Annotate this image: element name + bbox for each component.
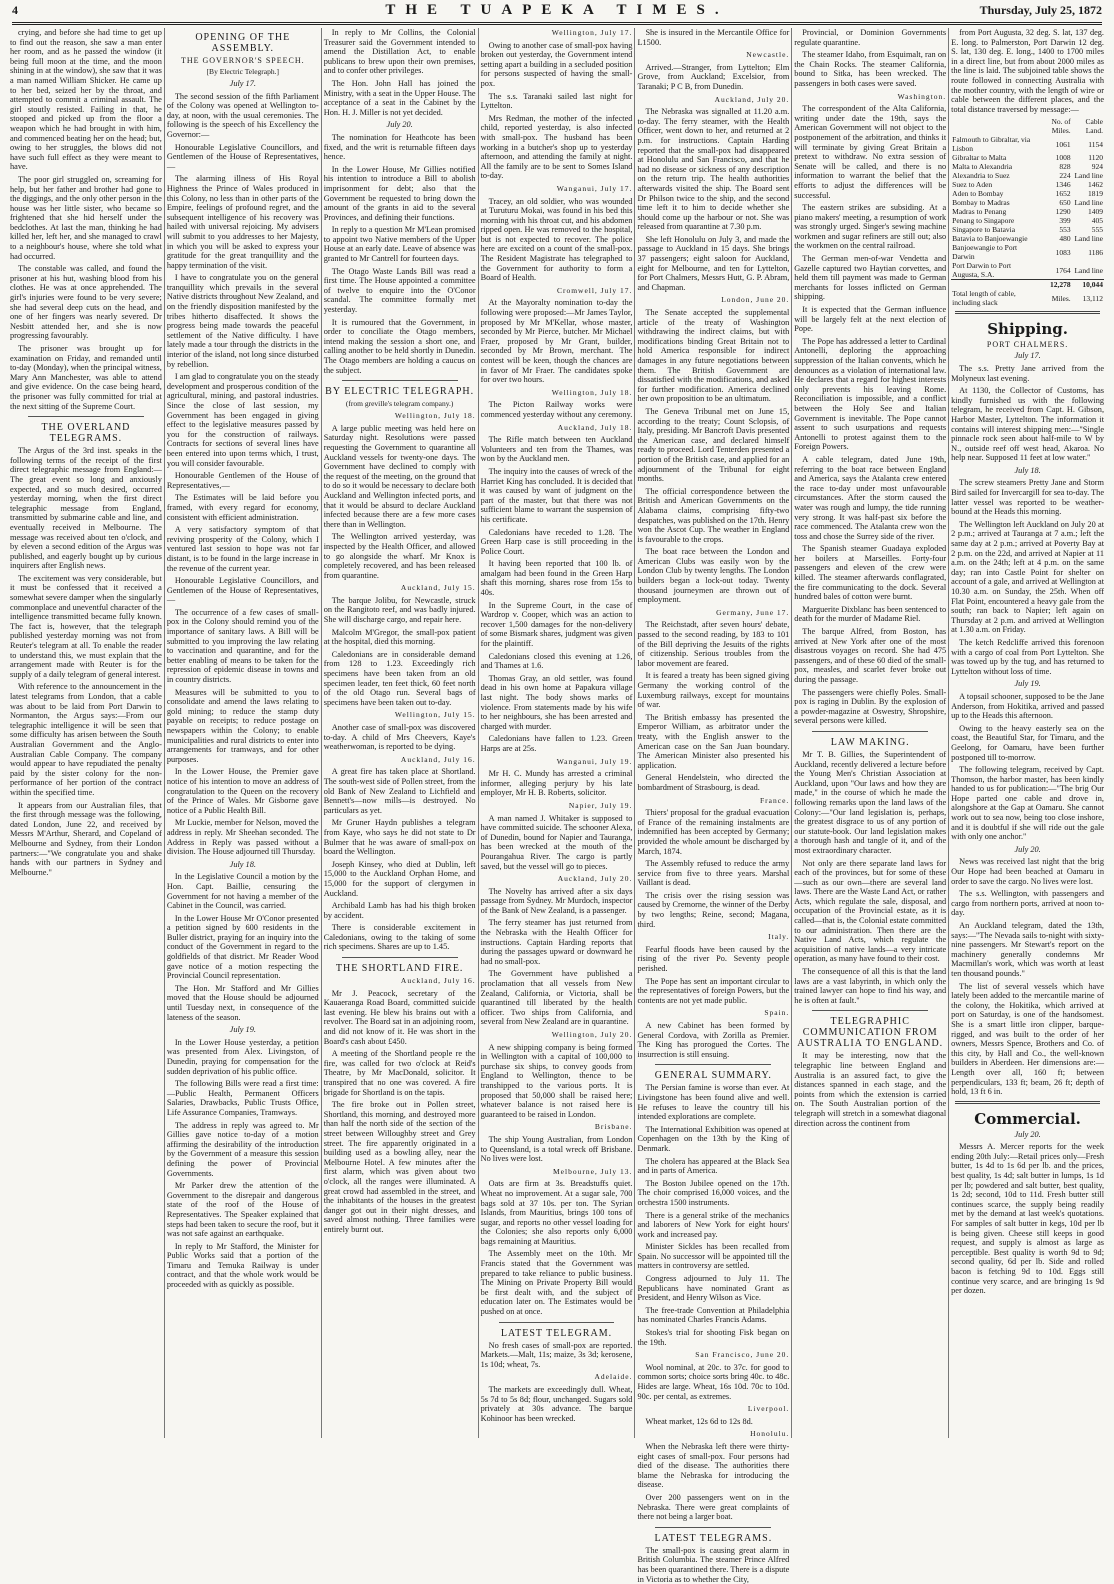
- article-paragraph: The Hon. John Hall has joined the Ministry, with a seat in the Upper House. The acceptance of a seat in the Cabinet by the Hon. H. J. Miller is not yet decided.: [323, 78, 476, 117]
- address-line: Honourable Legislative Councillors, and Gentlemen of the House of Representatives,—: [166, 142, 319, 171]
- article-paragraph: The s.s. Wellington, with passengers and cargo from northern ports, arrived at noon to-day.: [951, 889, 1105, 918]
- article-paragraph: Over 200 passengers went on in the Nebraska. There were great complaints of there not being a larger boat.: [637, 1492, 790, 1522]
- table-header-cell: No. of Miles.: [1051, 117, 1071, 136]
- page-columns: [8, 28, 1106, 1584]
- article-paragraph: The screw steamers Pretty Jane and Storm Bird sailed for Invercargill for sea to-day. The latter vessel was reported to be weather-bound at the Heads this morning.: [951, 478, 1105, 517]
- article-paragraph: The Argus of the 3rd inst. speaks in the following terms of the receipt of the first direct telegraphic message from England:—The great event so long and anxiously expected, and so much desired, occurred yesterday morning, when the first direct telegraphic message from England, transmitted by submarine cable and line, and eventually received in Melbourne. The message was received about ten o'clock, and by eleven a second edition of the Argus was published, and eagerly bought up by curious inquirers after English news.: [10, 446, 162, 571]
- table-cell: 13,112: [1082, 293, 1104, 303]
- article-paragraph: Tracey, an old soldier, who was wounded at Turuturu Mokai, was found in his bed this morning with his throat cut, and his abdomen ripped open. He was removed to the hospital, but is not expected to recover. The police here are excited on a count of the small-pox. The Resident Magistrate has telegraphed to the Government for authority to form a Board of Health.: [480, 196, 633, 283]
- mileage-cell: 1008: [1055, 153, 1071, 163]
- mileage-cell: 1120: [1088, 153, 1104, 163]
- article-paragraph: In the Lower House, Mr Gillies notified his intention to introduce a Bill to abolish imprisonment for debt; also that the Government be requested to bring down the amount of the grants in aid to the several Provinces, and defining their functions.: [323, 164, 476, 222]
- mileage-cell: 224: [1059, 171, 1071, 181]
- article-paragraph: It is expected that the German influence will be largely felt at the next election of Pope.: [794, 305, 947, 334]
- column-divider: [342, 957, 458, 958]
- article-paragraph: The Hon. Mr Stafford and Mr Gillies moved that the House should be adjourned until Tuesday next, in consequence of the lateness of the season.: [166, 983, 319, 1022]
- dateline: July 17.: [1014, 351, 1041, 361]
- mileage-cell: 1652: [1055, 189, 1071, 199]
- table-row: [951, 135, 1104, 153]
- place-dateline: Italy.: [768, 932, 790, 942]
- masthead: [12, 0, 1102, 23]
- article-paragraph: Mr J. Peacock, secretary of the Kauaeranga Road Board, committed suicide last evening. He blew his brains out with a revolver. The Board sat in an adjoining room, and did not know of it. He was short in the Board's cash about £450.: [323, 988, 476, 1046]
- column-divider: [28, 416, 144, 417]
- article-paragraph: The Nebraska was signalled at 11.20 a.m. to-day. The ferry steamer, with the Health Officer, went down to her, and returned at 2 p.m. for instructions. Captain Harding reported that the small-pox had disappeared at Honolulu and San Francisco, and that he had no disease or sickness of any description on the return trip. The health authorities afterwards visited the ship. The Board sent Dr Philson twice to the ship, and the second time left it to him to decide whether she should come up the harbour or not. She was released from quarantine at 7.30 p.m.: [637, 107, 790, 232]
- mileage-cell: 1083: [1055, 247, 1071, 257]
- article-paragraph: It having been reported that 100 lb. of amalgam had been found in the Green Harp shaft this morning, shares rose from 15s to 40s.: [480, 559, 633, 598]
- masthead-rule: [12, 24, 1102, 25]
- column-divider: [812, 731, 928, 732]
- article-paragraph: The fire broke out in Pollen street, Shortland, this morning, and destroyed more than half the north side of the section of the street between Willoughby street and Grey street. The fire apparently originated in a building used as a bowling alley, near the Melbourne Hotel. A few minutes after the first alarm, which was given about two o'clock, all the ranges were illuminated. A great crowd had assembled in the street, and the inhabitants of the houses in the greatest danger got out in their night dresses, and saved almost nothing. Three families were entirely burnt out.: [323, 1100, 476, 1234]
- route-segment-cell: Madras to Penang: [952, 207, 1007, 217]
- article-paragraph: There is considerable excitement in Caledonians, owing to the taking of some rich specimens. Shares are up to 1.45.: [323, 923, 476, 952]
- table-row: [951, 225, 1104, 234]
- place-dateline: Auckland, July 16.: [400, 754, 476, 764]
- table-row: [951, 171, 1104, 180]
- route-segment-cell: Bombay to Madras: [952, 198, 1010, 208]
- place-dateline: France.: [760, 795, 790, 805]
- table-summary-row: [951, 289, 1104, 307]
- place-dateline: Wellington, July 18.: [551, 387, 633, 397]
- article-paragraph: The excitement was very considerable, but it must be confessed that it received a somewhat severe damper when the singularly commonplace and uneventful character of the intelligence transmitted became fully known. The fact is, however, that the telegraph published yesterday morning was not from Reuter's telegram at all. To enable the reader to understand this, we must explain that the arrangement made with Reuter is for the supply of a daily telegram of general interest.: [10, 573, 162, 679]
- route-segment-cell: Falmouth to Gibraltar, via Lisbon: [952, 135, 1031, 154]
- article-paragraph: The ketch Redcliffe arrived this forenoon with a cargo of coal from Port Lyttelton. She was towed up by the tug, and has returned to Lyttelton without loss of time.: [951, 637, 1105, 676]
- article-paragraph: With reference to the announcement in the latest telegrams from London, that a cable was about to be laid from Port Darwin to Normanton, the Argus says:—From our telegraphic intelligence it will be seen that some difficulty has arisen between the South Australian Government and the Anglo-Australian Cable Company. The company would appear to have repudiated the penalty paid by the sister colony for the non-performance of her portion of the contract within the specified time.: [10, 682, 162, 797]
- article-paragraph: Provincial, or Dominion Governments regulate quarantine.: [794, 28, 947, 47]
- dateline: July 18.: [229, 859, 256, 869]
- article-paragraph: In reply to Mr Stafford, the Minister for Public Works said that a portion of the Timaru and Temuka Railway is under contract, and that the whole work would be proceeded with as quickly as possible.: [166, 1241, 319, 1290]
- article-paragraph: The small-pox is causing great alarm in British Columbia. The steamer Prince Alfred has been quarantined there. There is a dispute in Victoria as to whether the City,: [637, 1545, 790, 1584]
- place-dateline: Melbourne, July 13.: [553, 1166, 633, 1176]
- mileage-cell: Land line: [1074, 171, 1104, 181]
- place-dateline: Liverpool.: [747, 1404, 790, 1414]
- article-paragraph: The steamer Idaho, from Esquimalt, ran on the Chain Rocks. The steamer California, bound to Sitka, has been wrecked. The passengers in both cases were saved.: [794, 50, 947, 88]
- table-row: [951, 180, 1104, 189]
- cable-table-body: [951, 135, 1104, 280]
- article-paragraph: The Pope has addressed a letter to Cardinal Antonelli, deploring the approaching suppression of the Italian convents, which he denounces as a violation of international law. He declares that a regard for highest interests only prevents his leaving Rome. Reconciliation is impossible, and a conflict between the Holy See and Italian Government is inevitable. The Pope cannot assent to such usurpations and requests Antonelli to protest against them to the Foreign Powers.: [794, 336, 947, 452]
- mileage-cell: 1346: [1055, 180, 1071, 190]
- article-paragraph: A great fire has taken place at Shortland. The south-west side of Pollen street, from the old Bank of New Zealand to Lichfield and Bennett's—now mills—is destroyed. No particulars as yet.: [323, 767, 476, 815]
- section-heading-shipping: Shipping.: [987, 320, 1068, 339]
- article-paragraph: The consequence of all this is that the land laws are a vast labyrinth, in which only the trained lawyer can hope to find his way, and he is often at fault.": [794, 967, 947, 1005]
- article-paragraph: A topsail schooner, supposed to be the Jane Anderson, from Hokitika, arrived and passed up to the Heads this afternoon.: [951, 691, 1105, 721]
- place-dateline: Brisbane.: [594, 1122, 633, 1132]
- mileage-cell: 650: [1059, 198, 1071, 208]
- article-paragraph: The British embassy has presented the Emperor William, as arbitrator under the treaty, with the English answer to the American case on the San Juan boundary. The American Minister also presented his application.: [637, 712, 790, 770]
- article-paragraph: crying, and before she had time to get up to find out the reason, she saw a man enter her room, and as he passed the window (it being full moon at the time, and the moon shining in at the window), she saw that it was a man named William Shicker. He came up to her bed, seized her by the throat, and attempted to commit a criminal assault. The girl stoutly resisted. Failing in that, he stooped and picked up from the floor a weapon which he had brought in with him, and commenced beating her on the head; but, owing to her struggles, the blows did not have such full effect as they were meant to have.: [10, 28, 162, 172]
- article-paragraph: A man named J. Whitaker is supposed to have committed suicide. The schooner Alexa, of Dunedin, bound for Napier and Tauranga, has been wrecked at the mouth of the Pourangahua River. The cargo is partly saved, but the vessel will go to pieces.: [480, 813, 633, 871]
- column-divider: [499, 1322, 615, 1323]
- route-segment-cell: Batavia to Banjoewangie: [952, 234, 1028, 244]
- mileage-cell: 1462: [1088, 180, 1104, 190]
- article-paragraph: The markets are exceedingly dull. Wheat, 5s 7d to 5s 8d; flour, unchanged. Sugars sold privately at 30s advance. The barque Kohinoor has been wrecked.: [480, 1385, 633, 1423]
- route-segment-cell: Alexandria to Suez: [952, 171, 1010, 181]
- subheading-port-chalmers: PORT CHALMERS.: [986, 340, 1069, 350]
- place-dateline: Newcastle.: [746, 50, 790, 60]
- article-paragraph: In reply to Mr Collins, the Colonial Treasurer said the Government intended to amend the Distillation Act, to enable publicans to brew upon their own premises, and to confer other privileges.: [323, 28, 476, 76]
- article-paragraph: Minister Sickles has been recalled from Spain. No successor will be appointed till the matters in controversy are settled.: [637, 1242, 790, 1271]
- mileage-cell: 1409: [1088, 207, 1104, 217]
- column-5: [635, 28, 792, 1584]
- article-paragraph: In the Legislative Council a motion by the Hon. Capt. Baillie, censuring the Government for not having a member of the Cabinet in the Council, was carried.: [166, 872, 319, 911]
- mileage-cell: Land line: [1074, 234, 1104, 244]
- article-paragraph: Mr Luckie, member for Nelson, moved the address in reply. Mr Sheehan seconded. The Address in Reply was passed without a division. The House adjourned till Thursday.: [166, 818, 319, 857]
- article-paragraph: The Estimates will be laid before you framed, with every regard for economy, consistent with efficient administration.: [166, 493, 319, 522]
- place-dateline: Spain.: [764, 1008, 790, 1018]
- section-rule: [955, 311, 1100, 314]
- article-paragraph: Mr H. C. Mundy has arrested a criminal informer, alleging perjury by his late employer, Mr H. B. Roberts, solicitor.: [480, 769, 633, 798]
- article-paragraph: Owing to another case of small-pox having broken out yesterday, the Government intend setting apart a building in a secluded position for persons suspected of having the small-pox.: [480, 40, 633, 88]
- table-row: [951, 162, 1104, 171]
- article-paragraph: It appears from our Australian files, that the first through message was the following, dated London, June 22, and received by Messrs M'Arthur, Sherard, and Copeland of Melbourne and Sydney, from their London partners:—"We congratulate you and shake hands with our partners in Sydney and Melbourne.": [10, 800, 162, 877]
- article-paragraph: When the Nebraska left there were thirty-eight cases of small-pox. Four persons had died of the disease. The authorities there blame the Nebraska for introducing the disease.: [637, 1441, 790, 1490]
- article-paragraph: Arrived.—Stranger, from Lyttelton; Elm Grove, from Auckland; Excelsior, from Taranaki; P C B, from Dunedin.: [637, 62, 790, 91]
- issue-date: Thursday, July 25, 1872: [979, 3, 1102, 17]
- article-paragraph: Stokes's trial for shooting Fisk began on the 19th.: [637, 1328, 790, 1347]
- dateline: July 18.: [1014, 465, 1041, 475]
- article-paragraph: It is feared a treaty has been signed giving Germany the working control of the Luxemburg railways, except for mountains of war.: [637, 671, 790, 710]
- article-paragraph: The boat race between the London and American Clubs was easily won by the London Club by twenty lengths. The London builders began a lock-out today. Twenty thousand journeymen are thrown out of employment.: [637, 547, 790, 605]
- article-paragraph: The Geneva Tribunal met on June 15, according to the treaty; Count Sclopsis, of Italy, presiding. Mr Bancroft Davis presented the American case, and declared himself ready to proceed. Lord Tenterden presented a portion of the British case, and applied for an adjournment of the Tribunal for eight months.: [637, 406, 790, 484]
- table-cell: Total length of cable, including slack: [952, 289, 1016, 308]
- table-cell: 10,044: [1072, 280, 1104, 290]
- place-dateline: Auckland, July 15.: [400, 583, 476, 593]
- article-paragraph: It may be interesting, now that the telegraphic line between England and Australia is an assured fact, to give the distances spanned in each stage, and the points from which the extension is carried on. The South Australian portion of the telegraph will stretch in a somewhat diagonal direction across the continent from: [794, 1051, 947, 1128]
- article-paragraph: The inquiry into the causes of wreck of the Harriet King has concluded. It is decided that it was caused by want of judgment on the part of the master, but that there was not sufficient blame to warrant the suspension of his certificate.: [480, 466, 633, 524]
- table-cell: 12,278: [1037, 280, 1071, 290]
- article-paragraph: A large public meeting was held here on Saturday night. Resolutions were passed requesting the Government to quarantine all Auckland vessels for twenty-one days. The Government have declined to comply with the request of the meeting, on the ground that to do so it would be necessary to declare both Auckland and Wellington infected ports, and that it would be absurd to declare Auckland infected because there are a few more cases there than in Wellington.: [323, 423, 476, 529]
- article-paragraph: At 1130, the Collector of Customs, has kindly furnished us with the following telegram, he received from Capt. H. Gibson, Harbor Master, Lyttelton. The information it contains will interest shipping men:—"Single pinnacle rock seen about half-mile to W by N., outside reef off west head, Akaroa. No help near. Supposed 11 feet at low water.": [951, 386, 1105, 463]
- place-dateline: Napier, July 19.: [568, 800, 633, 810]
- section-heading-general-summary: GENERAL SUMMARY.: [654, 1070, 772, 1082]
- article-paragraph: The Spanish steamer Guadaya exploded her boilers at Marseilles. Forty-four passengers and eleven of the crew were killed. The steamer afterwards conflagrated, the fire communicating to the dock. Several hundred bales of cotton were burnt.: [794, 544, 947, 602]
- place-dateline: Wellington, July 17.: [551, 28, 633, 37]
- article-paragraph: In the Lower House Mr O'Conor presented a petition signed by 600 residents in the Buller district, praying for an inquiry into the conduct of the Government in regard to the goldfields of that district. Mr Reader Wood gave notice of a motion respecting the Provincial Council representation.: [166, 913, 319, 981]
- dateline: July 19.: [229, 1025, 256, 1035]
- article-paragraph: Fearful floods have been caused by the rising of the river Po. Seventy people perished.: [637, 944, 790, 974]
- dateline: July 20.: [1014, 1129, 1041, 1139]
- article-paragraph: The Wellington left Auckland on July 20 at 2 p.m.; arrived at Tauranga at 7 a.m.; left the same day at 2 p.m.; arrived at Poverty Bay at 2 p.m. on the 22d, and arrived at Napier at 11 a.m. on the 24th; left at 4 p.m. on the same day; ran into Castle Point for shelter on account of a gale, and arrived at Wellington at 10.30 a.m. on Sunday, the 25th. When off Flat Point, encountered a heavy gale from the south; ran back to Napier; left again on Thursday at 2 p.m. and arrived at Wellington at 1.30 a.m. on Friday.: [951, 519, 1105, 635]
- mileage-cell: 1290: [1055, 207, 1071, 217]
- route-segment-cell: Malta to Alexandria: [952, 162, 1013, 172]
- route-segment-cell: Singapore to Batavia: [952, 225, 1016, 235]
- table-row: [951, 261, 1104, 280]
- article-paragraph: I have to congratulate you on the general tranquillity which prevails in the several Native districts throughout New Zealand, and on the friendly disposition manifested by the tribes hitherto disaffected. It shows the progress being made towards the peaceful settlement of the Native difficulty. I have lately made a tour through the districts in the interior of the island, not long since disturbed by rebellion.: [166, 273, 319, 369]
- mileage-cell: 1764: [1055, 265, 1071, 275]
- table-header-cell: [951, 117, 1037, 135]
- route-segment-cell: Aden to Bombay: [952, 189, 1004, 199]
- table-row: [951, 216, 1104, 225]
- article-paragraph: from Port Augusta, 32 deg. S. lat, 137 deg. E. long. to Palmerston, Port Darwin 12 deg. S. lat, 130 deg. E. long., 1400 to 1700 miles in a direct line, but from about 2000 miles as the line is laid. The subjoined table shows the route followed in connecting Australia with the mother country, with the length of wire or cable between the different places, and the total distance traversed by message:—: [951, 28, 1105, 114]
- article-paragraph: A very satisfactory symptom of that reviving prosperity of the Colony, which I ventured last session to hope was not far distant, is to be found in the large increase in the revenue of the current year.: [166, 525, 319, 573]
- section-heading-assembly: OPENING OF THE ASSEMBLY.: [195, 32, 291, 54]
- article-paragraph: In the Lower House yesterday, a petition was presented from Alex. Livingston, of Dunedin, praying for compensation for the sudden deprivation of his public office.: [166, 1037, 319, 1076]
- cable-distance-table: [951, 117, 1104, 307]
- article-paragraph: The constable was called, and found the prisoner at his hut, washing blood from his clothes. He was at once apprehended. The girl's injuries were found to be very severe; she had several deep cuts on the head, and one of her fingers was nearly severed. Dr Nesbitt attended her, and she is now progressing favourably.: [10, 264, 162, 341]
- article-paragraph: She is insured in the Mercantile Office for L1500.: [637, 28, 790, 47]
- table-row: [951, 198, 1104, 207]
- place-dateline: Washington.: [897, 91, 947, 101]
- place-dateline: Auckland, July 18.: [557, 422, 633, 432]
- article-paragraph: Caledonians are in considerable demand from 128 to 1.23. Exceedingly rich specimens have been taken from an old specimen leader, ten feet thick, 60 feet north of the old Otago run. Several bags of specimens have been taken out to-day.: [323, 649, 476, 707]
- article-paragraph: The address in reply was agreed to. Mr Gillies gave notice to-day of a motion affirming the desirability of the introduction by the Government of a measure this session defining the power of Provincial Governments.: [166, 1120, 319, 1178]
- section-heading-shortland-fire: THE SHORTLAND FIRE.: [335, 963, 464, 975]
- article-paragraph: A cable telegram, dated June 19th, referring to the boat race between England and America, says the Atalanta crew entered the race to-day under most unfavourable circumstances. After the storm caused the water was rough and lumpy, the tide running very strong. It was half-past six before the race commenced. The Atalanta crew won the toss and chose the Surrey side of the river.: [794, 454, 947, 541]
- article-paragraph: Congress adjourned to July 11. The Republicans have nominated Grant as President, and Henry Wilson as Vice.: [637, 1274, 790, 1303]
- article-paragraph: The German men-of-war Vendetta and Gazelle captured two Haytian corvettes, and held them till payment was made to German merchants for losses inflicted on German shipping.: [794, 254, 947, 302]
- article-paragraph: I am glad to congratulate you on the steady development and prosperous condition of the agricultural, mining, and pastoral industries. Since the close of last session, my Government has been engaged in giving effect to the legislative measures passed by you for the construction of railways. Contracts for sections of several lines have been entered into upon terms which, I trust, you will consider favourable.: [166, 372, 319, 468]
- byline: [By Electric Telegraph.]: [206, 67, 279, 76]
- article-paragraph: An Auckland telegram, dated the 13th, says:—"The Nevada sails to-night with sixty-nine passengers. Mr Stewart's report on the machinery generally condemns Mr Macmillan's work, which was worth at least ten thousand pounds.": [951, 921, 1105, 978]
- article-paragraph: The occurrence of a few cases of small-pox in the Colony should remind you of the importance of sanitary laws. A Bill will be submitted to you improving the law relating to vaccination and quarantine, and for the better enabling of means to be taken for the repression of epidemic disease in towns and in country districts.: [166, 607, 319, 685]
- section-rule: [955, 1101, 1100, 1104]
- route-segment-cell: Gibraltar to Malta: [952, 153, 1007, 163]
- column-divider: [812, 1010, 928, 1011]
- column-divider: [655, 1527, 771, 1528]
- article-paragraph: Mr Gruner Haydn publishes a telegram from Kaye, who says he did not state to Dr Bulmer that he was aware of small-pox on board the Wellington.: [323, 818, 476, 857]
- article-paragraph: The list of several vessels which have lately been added to the mercantile marine of the colony, the Hokitika, which arrived at port on Saturday, is one of the handsomest. She is a smart little iron clipper, barque-rigged, and was built to the order of her owners, Messrs Spence, Brothers and Co. of this city, by Hall and Co., the well-known builders in Aberdeen. Her dimensions are:—Length over all, 160 ft; between perpendiculars, 133 ft; beam, 26 ft; depth of hold, 13 ft 6 in.: [951, 981, 1105, 1097]
- table-row: [951, 153, 1104, 162]
- mileage-cell: 555: [1091, 225, 1104, 235]
- article-paragraph: It is rumoured that the Government, in order to conciliate the Otago members, intend making the session a short one, and calling another to be held shortly in Dunedin. The Otago members are holding a caucus on the subject.: [323, 317, 476, 375]
- table-header-row: [951, 117, 1104, 135]
- mileage-cell: 828: [1059, 162, 1071, 172]
- article-paragraph: Another case of small-pox was discovered to-day. A child of Mrs Cheevers, Kaye's weatherwoman, is reported to be dying.: [323, 723, 476, 752]
- article-paragraph: Wool nominal, at 20c. to 37c. for good to common sorts; choice sorts bring 40c. to 48c. Hides are large. Wheat, 16s 10d. 70c to 10d. 90c. per cental, as extremes.: [637, 1362, 790, 1401]
- article-paragraph: Measures will be submitted to you to consolidate and amend the laws relating to gold mining; to reduce the stamp duty payable on receipts; to reduce postage on newspapers within the Colony; to enable municipalities and rural districts to enter into arrangements for tramways, and for other purposes.: [166, 687, 319, 764]
- section-heading-telegraphic-communication: TELEGRAPHIC COMMUNICATION FROM AUSTRALIA TO ENGLAND.: [797, 1016, 944, 1050]
- table-cell: Miles.: [1051, 293, 1071, 303]
- article-paragraph: The Senate accepted the supplemental article of the treaty of Washington withdrawing the indirect claims, but with modifications binding Great Britain not to hold America responsible for indirect damages in any future negotiations between them. The British Government are dissatisfied with the modifications, and asked for further modification. America declined her own proposition to be an ultimatum.: [637, 308, 790, 404]
- mileage-cell: 1061: [1055, 139, 1071, 149]
- article-paragraph: The prisoner was brought up for examination on Friday, and remanded until to-day (Monday), when the principal witness, Mary Ann Manchester, was able to attend and give evidence. On the case being heard, the prisoner was fully committed for trial at the next sitting of the Supreme Court.: [10, 344, 162, 411]
- mileage-cell: 1154: [1088, 139, 1104, 149]
- article-paragraph: The eastern strikes are subsiding. At a piano makers' meeting, a resumption of work was strongly urged. Singer's sewing machine workmen and sugar refiners are still out; also the workmen on the central railroad.: [794, 203, 947, 251]
- article-paragraph: The s.s. Pretty Jane arrived from the Molyneux last evening.: [951, 363, 1105, 383]
- place-dateline: Germany, June 17.: [716, 607, 790, 617]
- article-paragraph: Caledonians have receded to 1.28. The Green Harp case is still proceeding in the Police Court.: [480, 527, 633, 556]
- article-paragraph: The Government have published a proclamation that all vessels from New Zealand, California, or Victoria, shall be quarantined till liberated by the health officer. Two ships from California, and several from New Zealand are in quarantine.: [480, 969, 633, 1027]
- place-dateline: Wanganui, July 17.: [556, 183, 633, 193]
- column-divider: [342, 380, 458, 381]
- address-line: Honourable Gentlemen of the House of Representatives,—: [166, 471, 319, 490]
- article-paragraph: Mr T. B. Gillies, the Superintendent of Auckland, recently delivered a lecture before the Young Men's Christian Association at Auckland, upon "Our laws and how they are made," in the course of which he made the following remarks upon the land laws of the Colony:—"Our land legislation is, perhaps, the greatest disgrace to us of any portion of our statute-book. Our land legislation makes a thorough hash and tangle of it, and of the most extraordinary character.: [794, 749, 947, 855]
- table-header-cell: Cable Land.: [1085, 117, 1104, 136]
- dateline: July 20.: [386, 120, 413, 130]
- place-dateline: Wanganui, July 19.: [556, 756, 633, 766]
- place-dateline: San Francisco, June 20.: [695, 1350, 790, 1360]
- article-paragraph: The following Bills were read a first time:—Public Health, Permanent Officers Salaries, Drawbacks, Public Trusts Office, Life Assurance Companies, Tramways.: [166, 1079, 319, 1117]
- article-paragraph: The ship Young Australian, from London to Queensland, is a total wreck off Brisbane. No lives were lost.: [480, 1134, 633, 1164]
- column-divider: [655, 1064, 771, 1065]
- table-total-row: [951, 280, 1104, 290]
- mileage-cell: Land line: [1074, 198, 1104, 208]
- article-paragraph: The barque Jolibu, for Newcastle, struck on the Rangitoto reef, and was badly injured. She will discharge cargo, and repair here.: [323, 595, 476, 625]
- article-paragraph: Archibald Lamb has had his thigh broken by accident.: [323, 901, 476, 920]
- article-paragraph: Mrs Redman, the mother of the infected child, reported yesterday, is also infected with small-pox. The husband has been working in a butcher's shop up to yesterday afternoon, and attending the family at night. All the family are to be sent to Somes Island to-day.: [480, 113, 633, 181]
- article-paragraph: Thiers' proposal for the gradual evacuation of France of the remaining instalments are indemnified has been accepted by Germany; provided the whole amount be discharged by March, 1874.: [637, 808, 790, 856]
- article-paragraph: A meeting of the Shortland people re the fire, was called for two o'clock at Reid's Theatre, by Mr MacDonald, solicitor. It transpired that no one was covered. A fire brigade for Shortland is on the tapis.: [323, 1049, 476, 1097]
- mileage-cell: 924: [1091, 162, 1104, 172]
- mileage-cell: 480: [1059, 234, 1071, 244]
- article-paragraph: News was received last night that the brig Our Hope had been beached at Oamaru in order to save the cargo. No lives were lost.: [951, 857, 1105, 886]
- article-paragraph: At the Mayoralty nomination to-day the following were proposed:—Mr James Taylor, proposed by Mr M'Kellar, whose master, seconded by Mr Pierce, butcher. Mr Michael Fraer, proposed by Mr Grant, builder, seconded by Mr Brown, merchant. The contest will be keen, though the chances are in favor of Mr Fraer. The candidates spoke for over two hours.: [480, 298, 633, 385]
- route-segment-cell: Port Darwin to Port Augusta, S.A.: [952, 261, 1012, 280]
- place-dateline: Auckland, July 20.: [714, 94, 790, 104]
- article-paragraph: Marguerite Dixblanc has been sentenced to death for the murder of Madame Riel.: [794, 604, 947, 624]
- place-dateline: Wellington, July 20.: [551, 1030, 633, 1039]
- article-paragraph: The Pope has sent an important circular to the representatives of foreign Powers, but the contents are not yet made public.: [637, 976, 790, 1005]
- article-paragraph: The free-trade Convention at Philadelphia has nominated Charles Francis Adams.: [637, 1305, 790, 1325]
- place-dateline: Auckland, July 20.: [557, 874, 633, 884]
- section-heading-electric-telegraph: BY ELECTRIC TELEGRAPH.: [325, 386, 475, 398]
- article-paragraph: The Otago Waste Lands Bill was read a first time. The House appointed a committee of twelve to enquire into the O'Conor scandal. The committee formally met yesterday.: [323, 266, 476, 315]
- article-paragraph: A new Cabinet has been formed by General Cordova, with Zorilla as Premier. The King has prorogued the Cortes. The insurrection is still ensuing.: [637, 1021, 790, 1059]
- article-paragraph: Joseph Kinsey, who died at Dublin, left 15,000 to the Auckland Orphan Home, and 15,000 for the support of clergymen in Auckland.: [323, 859, 476, 898]
- article-paragraph: The Boston Jubilee opened on the 17th. The choir comprised 16,000 voices, and the orchestra 1500 instruments.: [637, 1178, 790, 1207]
- section-heading-overland-telegrams: THE OVERLAND TELEGRAMS.: [41, 422, 131, 445]
- article-paragraph: The nomination for Heathcote has been fixed, and the writ is returnable fifteen days hence.: [323, 132, 476, 162]
- route-segment-cell: Penang to Singapore: [952, 216, 1015, 226]
- article-paragraph: Caledonians have fallen to 1.23. Green Harps are at 25s.: [480, 734, 633, 753]
- article-paragraph: The correspondent of the Alta California, writing under date the 19th, says the American Government will not object to the postponement of the arbitration, and thinks it will terminate by giving Great Britain a pretext to withdraw. No extra session of Senate will be called, and there is no information to warrant the belief that the efforts to adjust the differences will be successful.: [794, 104, 947, 200]
- article-paragraph: In the Lower House, the Premier gave notice of his intention to move an address of congratulation to the Queen on the recovery of the Prince of Wales. Mr Gisborne gave notice of a Public Health Bill.: [166, 767, 319, 815]
- article-paragraph: Wheat market, 12s 6d to 12s 8d.: [645, 1416, 753, 1426]
- article-paragraph: The passengers were chiefly Poles. Small-pox is raging in Dublin. By the explosion of a powder-magazine at Oswestry, Shropshire, several persons were killed.: [794, 687, 947, 726]
- route-segment-cell: Suez to Aden: [952, 180, 993, 190]
- column-1: [8, 28, 165, 1438]
- article-paragraph: The ferry steamer has just returned from the Nebraska with the Health Officer for instructions. Captain Harding reports that during the passages upward or downward he had no small-pox.: [480, 918, 633, 966]
- article-paragraph: The Persian famine is worse than ever. At Livingstone has been found alive and well. He refuses to leave the country till his intended explorations are complete.: [637, 1083, 790, 1122]
- subheading-speech: THE GOVERNOR'S SPEECH.: [180, 56, 305, 65]
- mileage-cell: 553: [1059, 225, 1071, 235]
- place-dateline: Cromwell, July 17.: [556, 285, 633, 295]
- article-paragraph: Malcolm M'Gregor, the small-pox patient at the hospital, died this morning.: [323, 627, 476, 647]
- column-4: [479, 28, 636, 1438]
- dateline: July 20.: [1014, 844, 1041, 854]
- mileage-cell: 405: [1091, 216, 1104, 226]
- article-paragraph: The second session of the fifth Parliament of the Colony was opened at Wellington to-day, at noon, with the usual ceremonies. The following is the speech of his Excellency the Governor:—: [166, 91, 319, 139]
- article-paragraph: In the Supreme Court, in the case of Wardrop v. Cooper, which was an action to recover 1,500 damages for the non-delivery of some Bismark shares, judgment was given for the plaintiff.: [480, 600, 633, 649]
- mileage-cell: 399: [1059, 216, 1071, 226]
- column-3: [322, 28, 479, 1438]
- article-paragraph: The alarming illness of His Royal Highness the Prince of Wales produced in this Colony, no less than in other parts of the Empire, feelings of profound regret, and the subsequent intelligence of his recovery was hailed with universal rejoicing. My advisers will submit to you addresses to her Majesty, in which you will be asked to express your gratitude for the great tranquillity and the happy termination of the visit.: [166, 174, 319, 270]
- column-7: [949, 28, 1106, 1438]
- article-paragraph: She left Honolulu on July 3, and made the passage to Auckland in 15 days. She brings 37 passengers; eight saloon for Auckland, eight for Melbourne, and ten for Lyttelton, for Port Chalmers, Messrs Hutt, G. P. Abram, and Chapman.: [637, 234, 790, 292]
- mileage-cell: 1186: [1088, 247, 1104, 257]
- article-paragraph: Thomas Gray, an old settler, was found dead in his own home at Papakura village last night. The body shows marks of violence. From statements made by his wife to her neighbours, she has been arrested and charged with murder.: [480, 673, 633, 731]
- byline: (from greville's telegram company.): [345, 399, 454, 409]
- article-paragraph: A new shipping company is being formed in Wellington with a capital of 100,000 to purchase six ships, to convey goods from England to Wellington, thence to be transhipped to the various ports. It is proposed that 50,000 shall be raised here; whatever balance is not raised here is guaranteed to be raised in London.: [480, 1042, 633, 1119]
- column-6: [792, 28, 949, 1438]
- article-paragraph: The cholera has appeared at the Black Sea and in parts of America.: [637, 1156, 790, 1176]
- dateline: July 17.: [229, 79, 256, 88]
- article-paragraph: The Assembly meet on the 10th. Mr Francis stated that the Government was prepared to take reliance to public business. The Mining on Private Property Bill would be first dealt with, and the subject of education later on. The Estimates would be pushed on at once.: [480, 1249, 633, 1317]
- table-row: [951, 189, 1104, 198]
- article-paragraph: The official correspondence between the British and American Governments on the Alabama claims, comprising fifty-two despatches, was published on the 17th. Henry won the Ascot Cup. The weather in England is favourable to the crops.: [637, 486, 790, 544]
- place-dateline: Adelaide.: [594, 1372, 633, 1382]
- article-paragraph: The Picton Railway works were commenced yesterday without any ceremony.: [480, 400, 633, 419]
- article-paragraph: The Wellington arrived yesterday, was inspected by the Health Officer, and allowed to go alongside the wharf. Mr Knox is completely recovered, and has been released from quarantine.: [323, 532, 476, 580]
- article-paragraph: General Hendelstein, who directed the bombardment of Strasbourg, is dead.: [637, 773, 790, 792]
- article-paragraph: The Reichstadt, after seven hours' debate, passed to the second reading, by 183 to 101 of the Bill depriving the Jesuits of the rights of citizenship. Serious troubles from the labor movement are feared.: [637, 620, 790, 668]
- article-paragraph: There is a general strike of the mechanics and laborers of New York for eight hours' work and increased pay.: [637, 1210, 790, 1239]
- article-paragraph: Not only are there separate land laws for each of the provinces, but for some of these—such as our own—there are several land laws. There are the Waste Land Act, or rather Acts, which regulate the sale, disposal, and occupation of the Provincial estate, as it is called—that is, the Colonial estate committed to our administration. Then there are the Native Land Acts, which regulate the acquisition of native lands—a very intricate operation, as many have found to their cost.: [794, 858, 947, 964]
- section-heading-law-making: LAW MAKING.: [830, 736, 910, 748]
- section-heading-commercial: Commercial.: [974, 1109, 1081, 1128]
- place-dateline: Auckland, July 16.: [400, 976, 476, 986]
- address-line: Honourable Legislative Councillors, and Gentlemen of the House of Representatives,—: [166, 576, 319, 605]
- table-row: [951, 207, 1104, 216]
- article-paragraph: The crisis over the rising session was caused by Cremorne, the winner of the Derby by two lengths; Reine, second; Magana, third.: [637, 890, 790, 929]
- article-paragraph: The Rifle match between ten Auckland Volunteers and ten from the Thames, was won by the Auckland men.: [480, 435, 633, 464]
- article-paragraph: Messrs A. Mercer reports for the week ending 20th July:—Retail prices only—Fresh butter, 1s 4d to 1s 6d per lb. and the prices, best quality, 1s 4d; salt butter in lumps, 1s 1d per lb; powdered and salt butter, best quality, 1s 2d; second, 10d to 11d. Fresh butter still continues scarce, the supply being readily met by the demand at last week's quotations. For samples of salt butter in kegs, 10d per lb is being given. Cheese still keeps in good request, and supply is almost as large as perceptible. Best quality is worth 9d to 9d; second quality, 6d per lb. Side and rolled bacon is fetching 9d to 10d. Eggs still continue very scarce, and are bringing 1s 9d per dozen.: [951, 1142, 1105, 1296]
- newspaper-title: THE TUAPEKA TIMES.: [385, 2, 729, 18]
- article-paragraph: The s.s. Taranaki sailed last night for Lyttelton.: [480, 91, 633, 111]
- column-2: [165, 28, 322, 1438]
- article-paragraph: Oats are firm at 3s. Breadstuffs quiet. Wheat no improvement. At a sugar sale, 700 bags sold at 37 10s. per ton. The Syrian Islands, from Mauritius, brings 100 tons of sugar, and reports no other vessel loading for the Colonies; she also reports only 6,000 bags remaining at Mauritius.: [480, 1179, 633, 1246]
- page-number: 4: [12, 3, 18, 17]
- article-paragraph: Mr Parker drew the attention of the Government to the disrepair and dangerous state of the roof of the House of Representatives. The Speaker explained that steps had been taken to secure the roof, but it was not safe against an earthquake.: [166, 1181, 319, 1239]
- place-dateline: Honolulu.: [750, 1429, 790, 1439]
- article-paragraph: In reply to a question Mr M'Lean promised to appoint two Native members of the Upper House at an early date. Leave of absence was granted to Mr Cantrell for fourteen days.: [323, 225, 476, 264]
- article-paragraph: The Novelty has arrived after a six days passage from Sydney. Mr Murdoch, inspector of the Bank of New Zealand, is a passenger.: [480, 886, 633, 915]
- mileage-cell: Land line: [1074, 265, 1104, 275]
- article-paragraph: The poor girl struggled on, screaming for help, but her father and brother had gone to the diggings, and the only other person in the house was her little sister, who became so frightened that she hid herself under the bedclothes. At last the man, thinking he had killed her, left her, and she managed to crawl to a neighbour's house, where she told what had occurred.: [10, 174, 162, 261]
- article-paragraph: The following telegram, received by Capt. Thomson, the harbor master, has been kindly handed to us for publication:—"The brig Our Hope parted one cable and drove in, alongshore at the Gap at Oamaru. She cannot work out to sea now, being too close inshore, and it is doubtful if she will ride out the gale with only one anchor.": [951, 765, 1105, 842]
- section-heading-latest-telegram: LATEST TELEGRAM.: [500, 1327, 613, 1339]
- article-paragraph: The barque Alfred, from Boston, has arrived at New York after one of the most disastrous voyages on record. She had 475 passengers, and of these 60 died of the small-pox, measles, and scarlet fever broke out during the passage.: [794, 627, 947, 684]
- place-dateline: Wellington, July 18.: [394, 411, 476, 421]
- article-paragraph: No fresh cases of small-pox are reported. Markets.—Malt, 11s; maize, 3s 3d; kerosene, 1s 10d; wheat, 7s.: [480, 1340, 633, 1369]
- article-paragraph: The Assembly refused to reduce the army service from five to three years. Marshal Vaillant is dead.: [637, 859, 790, 888]
- route-segment-cell: Banjoewangie to Port Darwin: [952, 243, 1018, 262]
- article-paragraph: The International Exhibition was opened at Copenhagen on the 13th by the King of Denmark.: [637, 1124, 790, 1153]
- table-row: [951, 243, 1104, 261]
- article-paragraph: Caledonians closed this evening at 1.26, and Thames at 1.6.: [480, 651, 633, 671]
- article-paragraph: Owing to the heavy easterly sea on the coast, the Beautiful Star, for Timaru, and the Geelong, for Oamaru, have been further postponed till to-morrow.: [951, 723, 1105, 762]
- dateline: July 19.: [1014, 679, 1041, 689]
- table-cell: [951, 280, 1037, 290]
- place-dateline: Wellington, July 15.: [394, 710, 476, 720]
- table-row: [951, 234, 1104, 243]
- section-heading-latest-telegrams: LATEST TELEGRAMS.: [654, 1532, 773, 1544]
- mileage-cell: 1819: [1088, 189, 1104, 199]
- place-dateline: London, June 20.: [721, 295, 790, 305]
